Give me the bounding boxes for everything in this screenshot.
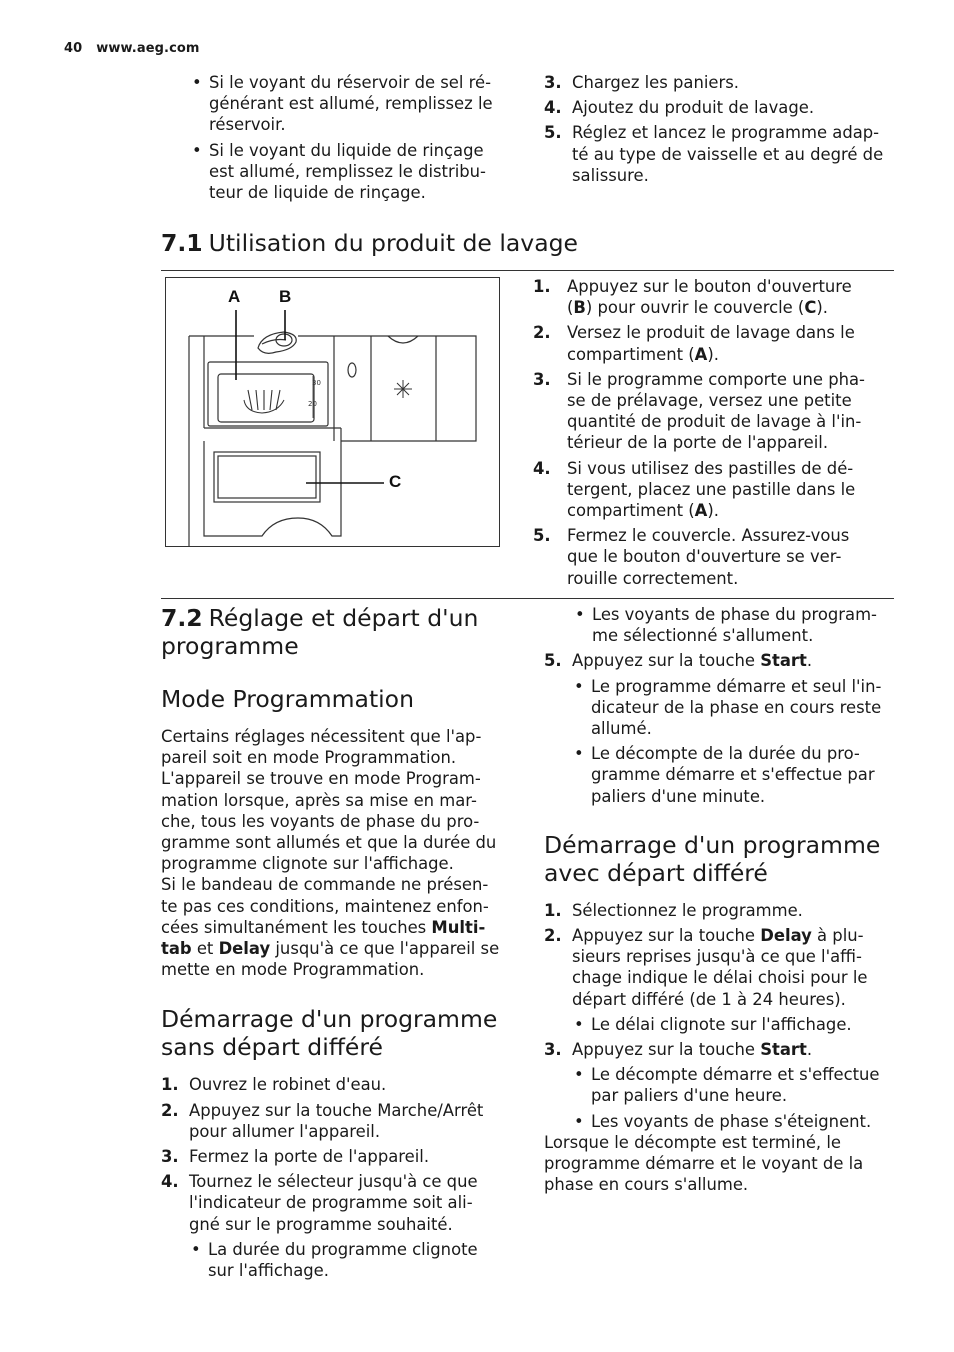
step-number: 5. <box>544 651 562 671</box>
text: jusqu'à ce que l'appareil se mette en mode Programmation. <box>161 939 500 980</box>
list-item <box>533 369 903 454</box>
step-number: 3. <box>161 1147 179 1167</box>
page-number: 40 <box>64 41 83 56</box>
step-number: 4. <box>544 98 562 118</box>
step-text: Appuyez sur la touche <box>572 1040 761 1060</box>
list-item: • Les voyants de phase du program- me sélectionné s'allument. <box>573 604 914 646</box>
section-7-2-heading <box>161 604 521 660</box>
list-item <box>161 1171 521 1281</box>
step-text: Ouvrez le robinet d'eau. <box>189 1075 387 1095</box>
final-paragraph: Lorsque le décompte est terminé, le programme démarre et le voyant de la phase en cours s'allume. <box>544 1132 864 1195</box>
section-7-2-right <box>544 604 914 1195</box>
step-number: 4. <box>533 458 551 478</box>
step-text: Appuyez sur la touche Marche/Arrêt pour allumer l'appareil. <box>189 1100 484 1141</box>
step-text: Fermez le couvercle. Assurez-vous que le bouton d'ouverture se ver- rouille correctement. <box>567 526 850 588</box>
step-text: ). <box>707 501 719 521</box>
list-item: • La durée du programme clignote sur l'affichage. <box>189 1239 521 1281</box>
delay-key: Delay <box>218 939 271 959</box>
label-a: A <box>228 287 241 306</box>
section-number: 7.2 <box>161 604 203 632</box>
delay-key: Delay <box>760 926 812 946</box>
section-number: 7.1 <box>161 229 203 257</box>
step-text: Chargez les paniers. <box>572 73 739 92</box>
list-item <box>161 1074 521 1095</box>
top-left-column <box>190 72 520 207</box>
mode-paragraph-2 <box>161 874 521 980</box>
step-number: 5. <box>544 123 562 143</box>
step-text: Versez le produit de lavage dans le compartiment ( <box>567 323 855 364</box>
mode-programmation-heading: Mode Programmation <box>161 685 414 713</box>
list-item: • Le délai clignote sur l'affichage. <box>572 1014 914 1035</box>
step-text: Si le programme comporte une pha- se de prélavage, versez une petite quantité de produit de lavage à l'in- térieur de la porte de l'appareil. <box>567 369 865 453</box>
step-text: ). <box>707 344 719 364</box>
list-item <box>544 925 914 1035</box>
list-item <box>161 1146 521 1167</box>
section-7-2-left <box>161 604 521 1285</box>
step-text: Appuyez sur la touche <box>572 926 761 946</box>
start-key: Start <box>760 1040 807 1060</box>
avec-depart-heading: Démarrage d'un programme avec départ différé <box>544 830 881 887</box>
step-text: . <box>806 651 813 671</box>
step-number: 2. <box>533 323 551 343</box>
list-item <box>533 525 903 589</box>
step-number: 1. <box>544 900 562 920</box>
section-7-1-heading <box>161 229 578 257</box>
top-right-column <box>544 72 914 190</box>
list-item <box>533 276 903 318</box>
sans-depart-heading: Démarrage d'un programme sans départ différé <box>161 1005 498 1062</box>
list-item <box>544 97 914 118</box>
step-text: Tournez le sélecteur jusqu'à ce que l'indicateur de programme soit ali- gné sur le programme souhaité. <box>189 1172 478 1234</box>
step-text: ) pour ouvrir le couvercle ( <box>585 298 805 318</box>
step-bold: C <box>804 298 817 318</box>
list-item <box>544 1039 914 1132</box>
list-item <box>544 650 914 806</box>
list-item <box>533 458 903 522</box>
list-item: • Si le voyant du liquide de rinçage est allumé, remplissez le distribu- teur de liquide de rinçage. <box>190 140 520 204</box>
step-number: 4. <box>161 1172 179 1192</box>
list-item <box>161 1100 521 1142</box>
dispenser-illustration <box>166 278 499 546</box>
step-bold: A <box>694 501 708 521</box>
step-text: ). <box>816 298 828 318</box>
step-text: Si vous utilisez des pastilles de dé- tergent, placez une pastille dans le compartiment ( <box>567 458 856 521</box>
step-bold: A <box>694 344 708 364</box>
step-number: 5. <box>533 526 551 546</box>
step-number: 3. <box>544 1040 562 1060</box>
section-divider <box>161 598 894 599</box>
list-item: • Le décompte démarre et s'effectue par paliers d'une heure. <box>572 1064 914 1106</box>
step-text: Fermez la porte de l'appareil. <box>189 1147 430 1167</box>
step-text: Appuyez sur le bouton d'ouverture ( <box>567 277 852 318</box>
scale-20-label: 20 <box>308 400 317 408</box>
text: Si le bandeau de commande ne présen- te pas ces conditions, maintenez enfon- cées simultanément les touches <box>161 875 489 937</box>
list-item: • Le programme démarre et seul l'in- dicateur de la phase en cours reste allumé. <box>572 676 914 740</box>
step-text: Réglez et lancez le programme adap- té au type de vaisselle et au degré de salissure. <box>572 123 884 185</box>
list-item <box>544 122 914 186</box>
list-item <box>533 322 903 364</box>
page-header <box>64 38 214 59</box>
list-item: • Le décompte de la durée du pro- gramme démarre et s'effectue par paliers d'une minute. <box>572 743 914 807</box>
step-number: 3. <box>544 73 562 92</box>
scale-30-label: 30 <box>312 379 321 387</box>
step-number: 3. <box>533 369 551 389</box>
step-number: 2. <box>544 926 562 946</box>
step-bold: B <box>573 298 586 318</box>
text: et <box>191 939 219 959</box>
step-text: Ajoutez du produit de lavage. <box>572 98 815 118</box>
section-title: Utilisation du produit de lavage <box>208 229 578 257</box>
section-divider <box>161 270 894 271</box>
start-key: Start <box>760 651 807 671</box>
step-text: à plu- sieurs reprises jusqu'à ce que l'affi- chage indique le délai choisi pour le départ différé (de 1 à 24 heures). <box>572 926 868 1009</box>
header-url[interactable]: www.aeg.com <box>96 41 200 56</box>
label-c: C <box>389 472 402 491</box>
step-text: . <box>806 1040 813 1060</box>
step-number: 1. <box>161 1075 179 1095</box>
step-number: 2. <box>161 1100 179 1120</box>
multitab-key: Multi- tab <box>161 917 486 959</box>
mode-paragraph: Certains réglages nécessitent que l'ap- pareil soit en mode Programmation. L'appareil se trouve en mode Program- mation lorsque, après sa mise en mar- che, tous les voyants de phase du pro- gramme sont allumés et que la durée du programme clignote sur l'affichage. <box>161 727 497 874</box>
list-item: • Si le voyant du réservoir de sel ré- générant est allumé, remplissez le réservoir. <box>190 72 520 136</box>
detergent-dispenser-figure <box>165 277 500 547</box>
list-item <box>544 900 914 921</box>
step-text: Sélectionnez le programme. <box>572 900 803 920</box>
list-item <box>544 72 914 93</box>
step-text: Appuyez sur la touche <box>572 651 761 671</box>
step-number: 1. <box>533 277 551 296</box>
label-b: B <box>279 287 292 306</box>
section-7-1-steps <box>533 276 903 593</box>
section-title: Réglage et départ d'un programme <box>161 604 479 660</box>
list-item: • Les voyants de phase s'éteignent. <box>572 1111 914 1132</box>
